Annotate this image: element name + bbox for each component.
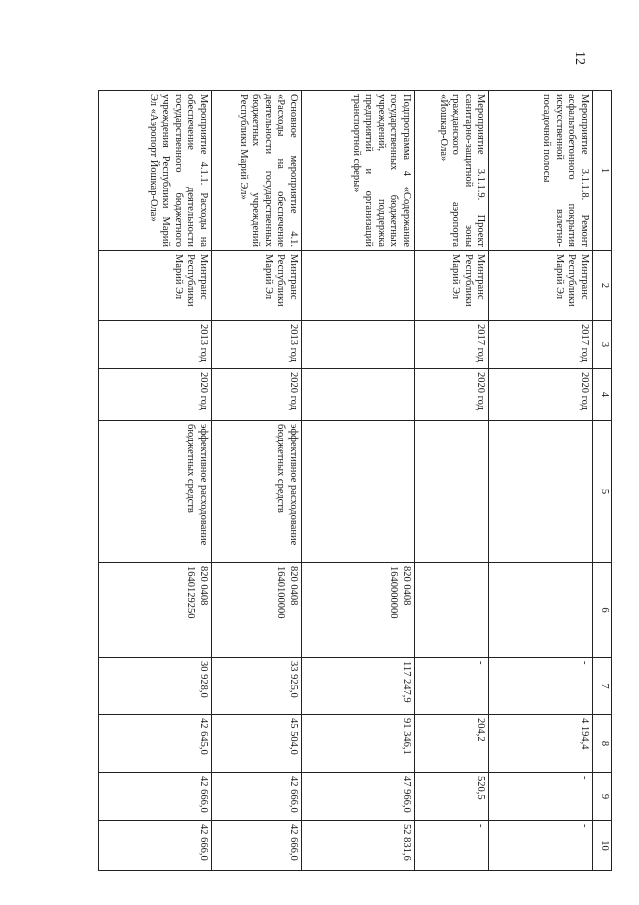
expected-result bbox=[414, 421, 488, 563]
header-cell: 9 bbox=[592, 773, 611, 821]
amount-col8: 204,2 bbox=[414, 715, 488, 773]
amount-col9: 42 666,0 bbox=[211, 773, 301, 821]
start-year: 2013 год bbox=[99, 321, 212, 369]
amount-col10: 42 666,0 bbox=[211, 821, 301, 871]
responsible-executor: Минтранс Республики Марий Эл bbox=[489, 251, 593, 321]
amount-col10: - bbox=[414, 821, 488, 871]
table-row bbox=[99, 91, 212, 871]
responsible-executor: Минтранс Республики Марий Эл bbox=[99, 251, 212, 321]
main-measure-name: Основное мероприятие 4.1. «Расходы на обеспечение деятельности государственных бюджетных учреждений Республики Марий Эл» bbox=[211, 91, 301, 251]
responsible-executor: Минтранс Республики Марий Эл bbox=[414, 251, 488, 321]
responsible-executor bbox=[301, 251, 414, 321]
amount-col9: - bbox=[489, 773, 593, 821]
header-cell: 2 bbox=[592, 251, 611, 321]
start-year: 2017 год bbox=[414, 321, 488, 369]
measure-name: Мероприятие 3.1.1.8. Ремонт асфальтобетонного покрытия искусственной взлетно-посадочной полосы bbox=[489, 91, 593, 251]
amount-col7: - bbox=[489, 658, 593, 715]
table-row bbox=[489, 91, 593, 871]
end-year bbox=[301, 369, 414, 421]
end-year: 2020 год bbox=[489, 369, 593, 421]
end-year: 2020 год bbox=[414, 369, 488, 421]
budget-code: 820 0408 1640129250 bbox=[99, 563, 212, 658]
amount-col10: 42 666,0 bbox=[99, 821, 212, 871]
header-cell: 3 bbox=[592, 321, 611, 369]
rotated-table-container bbox=[98, 90, 612, 870]
program-table bbox=[98, 90, 612, 871]
budget-code: 820 0408 1640000000 bbox=[301, 563, 414, 658]
header-cell: 1 bbox=[592, 91, 611, 251]
measure-name: Мероприятие 3.1.1.9. Проект санитарно-защитной зоны гражданского аэропорта «Йошкар-Ола» bbox=[414, 91, 488, 251]
end-year: 2020 год bbox=[99, 369, 212, 421]
start-year: 2013 год bbox=[211, 321, 301, 369]
amount-col9: 47 966,0 bbox=[301, 773, 414, 821]
amount-col8: 42 645,0 bbox=[99, 715, 212, 773]
header-cell: 4 bbox=[592, 369, 611, 421]
amount-col10: 52 831,6 bbox=[301, 821, 414, 871]
table-row bbox=[211, 91, 301, 871]
header-cell: 6 bbox=[592, 563, 611, 658]
amount-col8: 91 346,1 bbox=[301, 715, 414, 773]
budget-code bbox=[414, 563, 488, 658]
expected-result bbox=[301, 421, 414, 563]
header-cell: 8 bbox=[592, 715, 611, 773]
amount-col9: 520,5 bbox=[414, 773, 488, 821]
subprogram-name: Подпрограмма 4 «Содержание государственных бюджетных учреждений, поддержка предприятий и организаций транспортной сферы» bbox=[301, 91, 414, 251]
header-row bbox=[592, 91, 611, 871]
amount-col8: 45 504,0 bbox=[211, 715, 301, 773]
amount-col7: 30 928,0 bbox=[99, 658, 212, 715]
start-year bbox=[301, 321, 414, 369]
expected-result: эффективное расходование бюджетных средств bbox=[211, 421, 301, 563]
end-year: 2020 год bbox=[211, 369, 301, 421]
start-year: 2017 год bbox=[489, 321, 593, 369]
budget-code bbox=[489, 563, 593, 658]
amount-col7: 33 925,0 bbox=[211, 658, 301, 715]
expected-result bbox=[489, 421, 593, 563]
amount-col10: - bbox=[489, 821, 593, 871]
expected-result: эффективное расходование бюджетных средств bbox=[99, 421, 212, 563]
amount-col9: 42 666,0 bbox=[99, 773, 212, 821]
table-row bbox=[414, 91, 488, 871]
header-cell: 10 bbox=[592, 821, 611, 871]
header-cell: 5 bbox=[592, 421, 611, 563]
header-cell: 7 bbox=[592, 658, 611, 715]
amount-col7: - bbox=[414, 658, 488, 715]
amount-col7: 117 247,9 bbox=[301, 658, 414, 715]
amount-col8: 4 194,4 bbox=[489, 715, 593, 773]
page-number: 12 bbox=[572, 51, 587, 65]
responsible-executor: Минтранс Республики Марий Эл bbox=[211, 251, 301, 321]
table-row bbox=[301, 91, 414, 871]
measure-name: Мероприятие 4.1.1. Расходы на обеспечение деятельности государственного бюджетного учреждения Республики Марий Эл «Аэропорт Йошкар-Ола» bbox=[99, 91, 212, 251]
budget-code: 820 0408 1640100000 bbox=[211, 563, 301, 658]
